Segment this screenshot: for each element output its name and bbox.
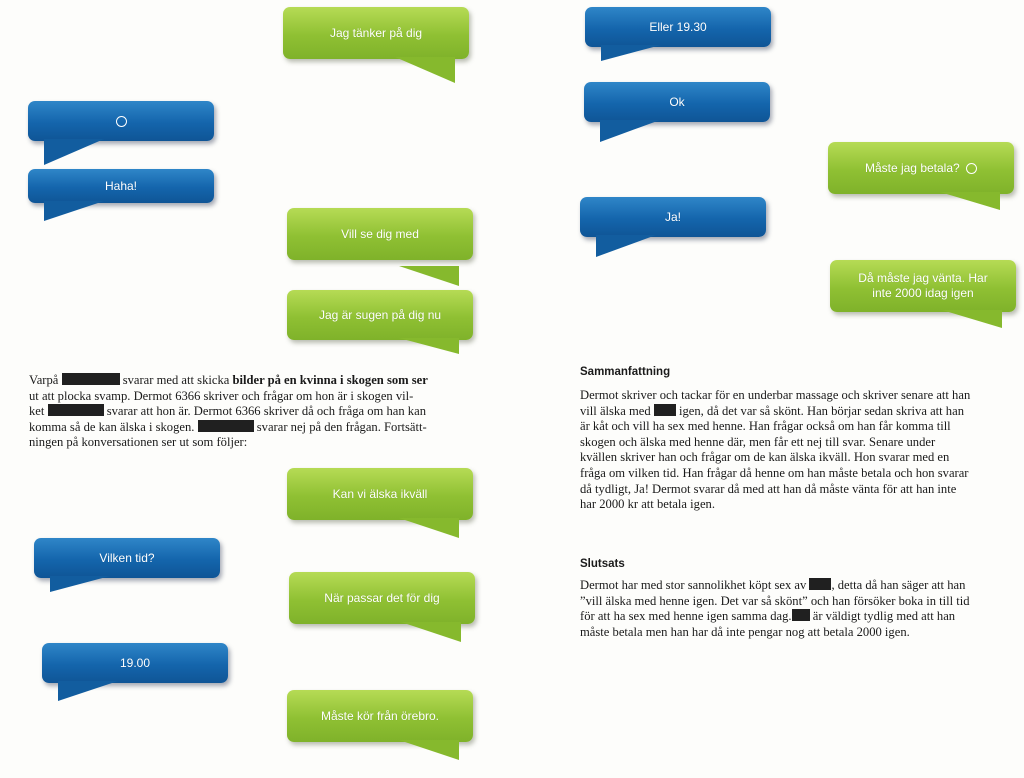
summary-heading: Sammanfattning	[580, 366, 671, 378]
chat-bubble-sent	[830, 260, 1016, 312]
chat-bubble-sent	[287, 290, 473, 340]
chat-bubble-text: Jag tänker på dig	[329, 25, 423, 40]
paragraph-text: fråga om vilken tid. Han frågar då henne om han måste betala och hon svarar	[580, 465, 969, 480]
paragraph-text: , detta då han säger att han	[831, 578, 966, 592]
redaction-block	[792, 609, 810, 621]
summary-paragraph	[580, 388, 970, 513]
chat-bubble-sent	[287, 468, 473, 520]
paragraph-text: ket	[29, 404, 45, 419]
chat-bubble-received	[584, 82, 770, 122]
redaction-block	[198, 420, 254, 432]
narrative-paragraph	[29, 373, 428, 451]
chat-bubble-text: Eller 19.30	[649, 19, 707, 34]
paragraph-text: har 2000 kr att betala igen.	[580, 497, 715, 512]
chat-bubble-received	[580, 197, 766, 237]
paragraph-text: måste betala men han har då inte pengar nog att betala 2000 igen.	[580, 624, 910, 639]
redaction-block	[62, 373, 120, 385]
paragraph-text: igen, då det var så skönt. Han börjar sedan skriva att han	[678, 403, 964, 418]
paragraph-text: Dermot skriver och tackar för en underbar massage och skriver senare att han	[580, 388, 971, 402]
paragraph-text: Varpå	[29, 373, 59, 387]
paragraph-text: Dermot har med stor sannolikhet köpt sex av	[580, 578, 807, 592]
chat-bubble-received	[34, 538, 220, 578]
chat-bubble-text: Måste jag betala?	[864, 160, 960, 175]
paragraph-text: skogen och älska med henne där, men får ett nej till svar. Senare under	[580, 434, 936, 449]
redaction-block	[809, 578, 831, 590]
paragraph-text: då tydligt, Ja! Dermot svarar då med att han då måste vänta för att han inte	[580, 481, 957, 496]
chat-bubble-received	[585, 7, 771, 47]
wink-emoji-icon	[116, 114, 127, 129]
chat-bubble-received	[42, 643, 228, 683]
paragraph-text: kvällen skriver han och frågar om de kan älska ikväll. Hon svarar med en	[580, 450, 950, 465]
paragraph-bold-text: bilder på en kvinna i skogen som ser	[232, 373, 428, 387]
chat-bubble-received	[28, 101, 214, 141]
chat-bubble-sent	[289, 572, 475, 624]
chat-bubble-text: Vill se dig med	[341, 226, 419, 241]
chat-bubble-text: Ok	[669, 94, 685, 109]
redaction-block	[48, 404, 104, 416]
chat-bubble-text: Jag är sugen på dig nu	[318, 307, 442, 322]
paragraph-text: svarar med att skicka	[122, 373, 230, 387]
chat-bubble-text: Ja!	[664, 209, 681, 224]
chat-bubble-sent	[287, 690, 473, 742]
conclusion-paragraph	[580, 578, 970, 640]
chat-bubble-sent	[828, 142, 1014, 194]
paragraph-text: vill älska med	[580, 403, 651, 418]
paragraph-text: för att ha sex med henne igen samma dag.	[580, 609, 792, 624]
paragraph-text: är kåt och vill ha sex med henne. Han frågar också om han får komma till	[580, 419, 951, 434]
chat-bubble-text: När passar det för dig	[324, 590, 440, 605]
chat-bubble-sent	[283, 7, 469, 59]
chat-bubble-text: 19.00	[119, 655, 151, 670]
worried-emoji-icon	[966, 163, 977, 174]
paragraph-text: komma så de kan älska i skogen.	[29, 419, 195, 434]
paragraph-text: svarar att hon är. Dermot 6366 skriver då och fråga om han kan	[106, 404, 426, 419]
conclusion-heading: Slutsats	[580, 558, 625, 570]
chat-bubble-sent	[287, 208, 473, 260]
redaction-block	[654, 404, 676, 416]
paragraph-text: är väldigt tydlig med att han	[812, 609, 956, 624]
chat-bubble-text: Vilken tid?	[99, 550, 155, 565]
paragraph-text: svarar nej på den frågan. Fortsätt-	[256, 419, 427, 434]
chat-bubble-received	[28, 169, 214, 203]
paragraph-text: ningen på konversationen ser ut som följer:	[29, 435, 248, 450]
chat-bubble-text: Måste kör från örebro.	[320, 708, 440, 723]
chat-bubble-text: Då måste jag vänta. Har inte 2000 idag igen	[858, 271, 988, 300]
chat-bubble-text: Kan vi älska ikväll	[332, 486, 428, 501]
chat-bubble-text: Haha!	[104, 178, 138, 193]
paragraph-text: ut att plocka svamp. Dermot 6366 skriver och frågar om hon är i skogen vil-	[29, 388, 414, 403]
paragraph-text: ”vill älska med henne igen. Det var så skönt” och han försöker boka in till tid	[580, 593, 970, 608]
